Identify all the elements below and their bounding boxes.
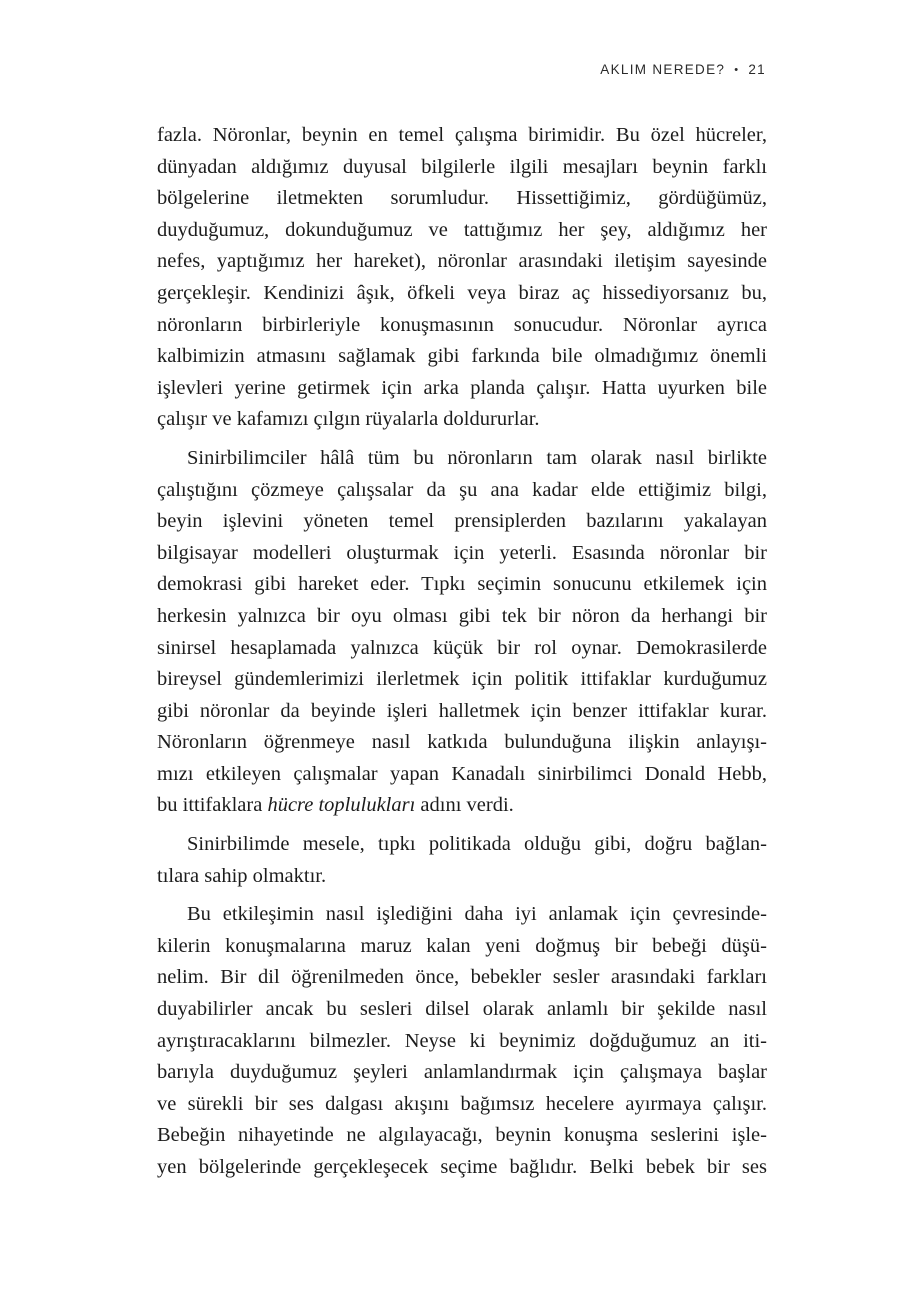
text-line: duyduğumuz, dokunduğumuz ve tattığımız her şey, aldığımız her [157,218,767,241]
chapter-title: AKLIM NEREDE? [600,62,726,77]
text-run: bu ittifaklara [157,794,268,817]
text-line: gibi nöronlar da beyinde işleri halletmek için benzer ittifaklar kurar. [157,699,767,722]
text-line: Sinirbilimde mesele, tıpkı politikada olduğu gibi, doğru bağlan- [187,833,767,856]
text-line: sinirsel hesaplamada yalnızca küçük bir rol oynar. Demokrasilerde [157,636,767,659]
italic-term: hücre toplulukları [267,794,416,817]
text-line: duyabilirler ancak bu sesleri dilsel olarak anlamlı bir şekilde nasıl [157,998,767,1021]
paragraph-2 [157,443,767,822]
text-line: Bu etkileşimin nasıl işlediğini daha iyi anlamak için çevresinde- [187,903,767,926]
text-line: gerçekleşir. Kendinizi âşık, öfkeli veya biraz aç hissediyorsanız bu, [157,281,767,304]
paragraph-4 [157,899,767,1183]
text-line: yen bölgelerinde gerçekleşecek seçime bağlıdır. Belki bebek bir ses [157,1156,767,1178]
body-text [157,120,767,1184]
text-line [157,790,767,822]
text-line: ayrıştıracaklarını bilmezler. Neyse ki beynimiz doğduğumuz an iti- [157,1029,767,1052]
running-header [600,62,766,77]
text-line: bireysel gündemlerimizi ilerletmek için politik ittifaklar kurduğumuz [157,668,767,691]
text-line: nelim. Bir dil öğrenilmeden önce, bebekler sesler arasındaki farkları [157,966,767,989]
paragraph-1 [157,120,767,436]
text-run: adını verdi. [415,794,514,817]
text-line: dünyadan aldığımız duyusal bilgilerle ilgili mesajları beynin farklı [157,155,767,178]
text-line: Sinirbilimciler hâlâ tüm bu nöronların tam olarak nasıl birlikte [187,446,767,469]
text-line: bilgisayar modelleri oluşturmak için yeterli. Esasında nöronlar bir [157,541,767,564]
text-line: fazla. Nöronlar, beynin en temel çalışma birimidir. Bu özel hücreler, [157,124,767,146]
text-line: mızı etkileyen çalışmalar yapan Kanadalı sinirbilimci Donald Hebb, [157,762,767,785]
text-line: nefes, yaptığımız her hareket), nöronlar arasındaki iletişim sayesinde [157,250,767,273]
paragraph-3 [157,829,767,892]
text-line: barıyla duyduğumuz şeyleri anlamlandırmak için çalışmaya başlar [157,1061,767,1084]
text-line: nöronların birbirleriyle konuşmasının sonucudur. Nöronlar ayrıca [157,313,767,336]
text-line: tılara sahip olmaktır. [157,864,327,887]
text-line: kalbimizin atmasını sağlamak gibi farkında bile olmadığımız önemli [157,345,767,368]
text-line: ve sürekli bir ses dalgası akışını bağımsız hecelere ayırmaya çalışır. [157,1092,767,1115]
header-separator: • [734,64,740,76]
text-line: kilerin konuşmalarına maruz kalan yeni doğmuş bir bebeği düşü- [157,934,767,957]
text-line: beyin işlevini yöneten temel prensiplerden bazılarını yakalayan [157,510,767,533]
text-line: işlevleri yerine getirmek için arka planda çalışır. Hatta uyurken bile [157,376,767,399]
text-line: Bebeğin nihayetinde ne algılayacağı, beynin konuşma seslerini işle- [157,1124,767,1147]
text-line: çalıştığını çözmeye çalışsalar da şu ana kadar elde ettiğimiz bilgi, [157,478,767,501]
text-line: herkesin yalnızca bir oyu olması gibi tek bir nöron da herhangi bir [157,604,767,627]
text-line: çalışır ve kafamızı çılgın rüyalarla doldururlar. [157,408,540,431]
page-number: 21 [748,62,766,77]
text-line: demokrasi gibi hareket eder. Tıpkı seçimin sonucunu etkilemek için [157,573,767,596]
text-line: Nöronların öğrenmeye nasıl katkıda bulunduğuna ilişkin anlayışı- [157,731,767,754]
text-line: bölgelerine iletmekten sorumludur. Hissettiğimiz, gördüğümüz, [157,187,767,210]
